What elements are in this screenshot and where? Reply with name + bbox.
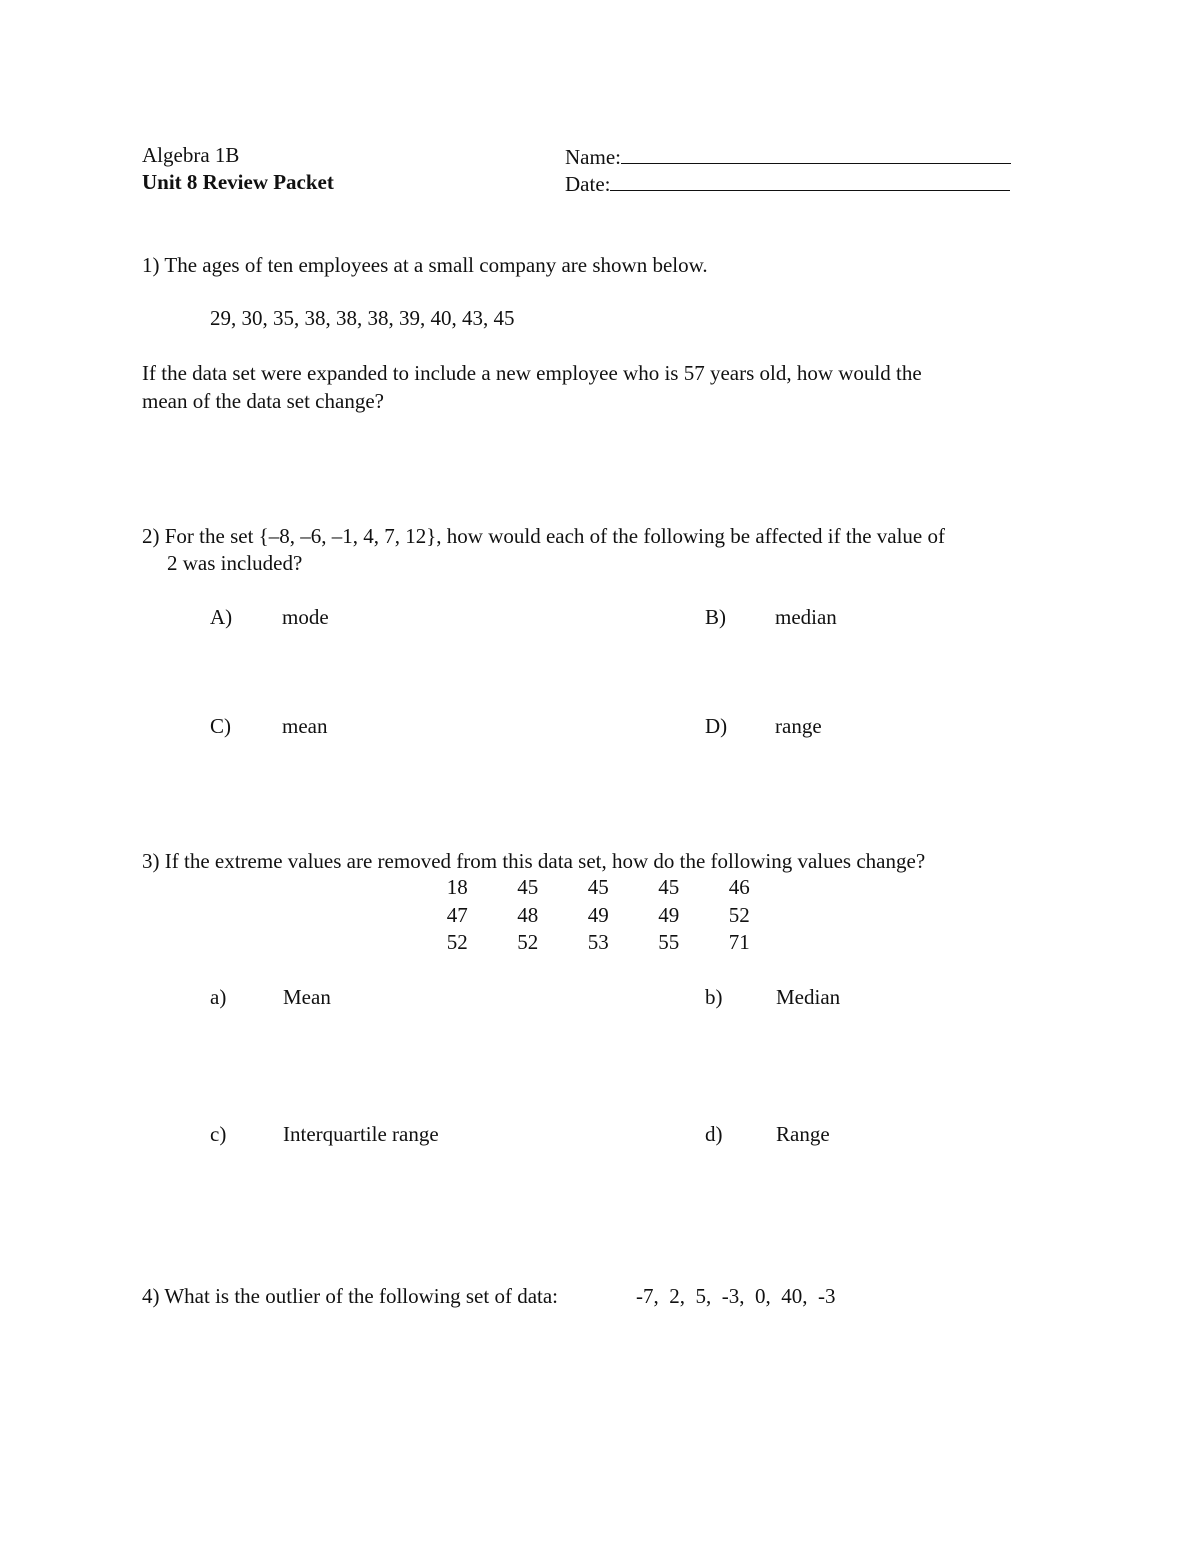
packet-title: Unit 8 Review Packet <box>142 170 334 194</box>
q3-prompt: 3) If the extreme values are removed from this data set, how do the following values change? <box>142 849 926 873</box>
q1-question-line2: mean of the data set change? <box>142 389 384 413</box>
q3-value: 52 <box>517 930 539 954</box>
name-label: Name: <box>565 145 621 169</box>
q3-value: 49 <box>587 902 609 927</box>
q3-value: 45 <box>517 875 539 899</box>
q2-option-b-letter: B) <box>705 605 726 629</box>
q2-option-d-text: range <box>775 714 822 738</box>
q3-value: 71 <box>728 930 750 954</box>
q3-value: 52 <box>446 930 468 954</box>
q3-option-c-text: Interquartile range <box>283 1122 439 1146</box>
q2-prompt-line2: 2 was included? <box>167 551 303 575</box>
q3-option-b-text: Median <box>776 985 841 1009</box>
q4-prompt: 4) What is the outlier of the following set of data: <box>142 1284 559 1308</box>
name-field <box>565 141 1011 171</box>
q3-value: 48 <box>517 902 539 927</box>
q3-value: 45 <box>658 875 680 899</box>
q3-value: 53 <box>587 930 609 954</box>
q1-prompt: 1) The ages of ten employees at a small company are shown below. <box>142 253 708 277</box>
q3-option-d-text: Range <box>776 1122 830 1146</box>
q2-option-d-letter: D) <box>705 714 728 738</box>
q3-option-c-letter: c) <box>210 1122 227 1146</box>
q2-option-c-letter: C) <box>210 714 231 738</box>
q3-option-a-text: Mean <box>283 985 331 1009</box>
course-name: Algebra 1B <box>142 143 240 167</box>
date-label: Date: <box>565 172 611 196</box>
q2-option-a-text: mode <box>282 605 329 629</box>
q3-data-table <box>422 874 775 957</box>
q1-data: 29, 30, 35, 38, 38, 38, 39, 40, 43, 45 <box>210 306 515 330</box>
q2-option-b-text: median <box>775 605 837 629</box>
q3-option-a-letter: a) <box>210 985 227 1009</box>
q3-value: 18 <box>446 875 468 899</box>
date-field <box>565 168 1010 198</box>
q3-value: 49 <box>658 902 680 927</box>
q3-value: 52 <box>728 902 750 927</box>
q3-value: 55 <box>658 930 680 954</box>
q2-option-c-text: mean <box>282 714 328 738</box>
q2-prompt-line1: 2) For the set {–8, –6, –1, 4, 7, 12}, how would each of the following be affected if the value of <box>142 524 945 548</box>
name-blank-line[interactable] <box>621 141 1011 164</box>
q4-data: -7, 2, 5, -3, 0, 40, -3 <box>636 1284 836 1308</box>
q1-question-line1: If the data set were expanded to include a new employee who is 57 years old, how would the <box>142 361 922 385</box>
q3-option-d-letter: d) <box>705 1122 723 1146</box>
q3-value: 45 <box>587 875 609 899</box>
date-blank-line[interactable] <box>610 168 1010 191</box>
q3-option-b-letter: b) <box>705 985 723 1009</box>
q3-value: 47 <box>446 902 468 927</box>
q3-value: 46 <box>728 875 750 899</box>
q2-option-a-letter: A) <box>210 605 233 629</box>
